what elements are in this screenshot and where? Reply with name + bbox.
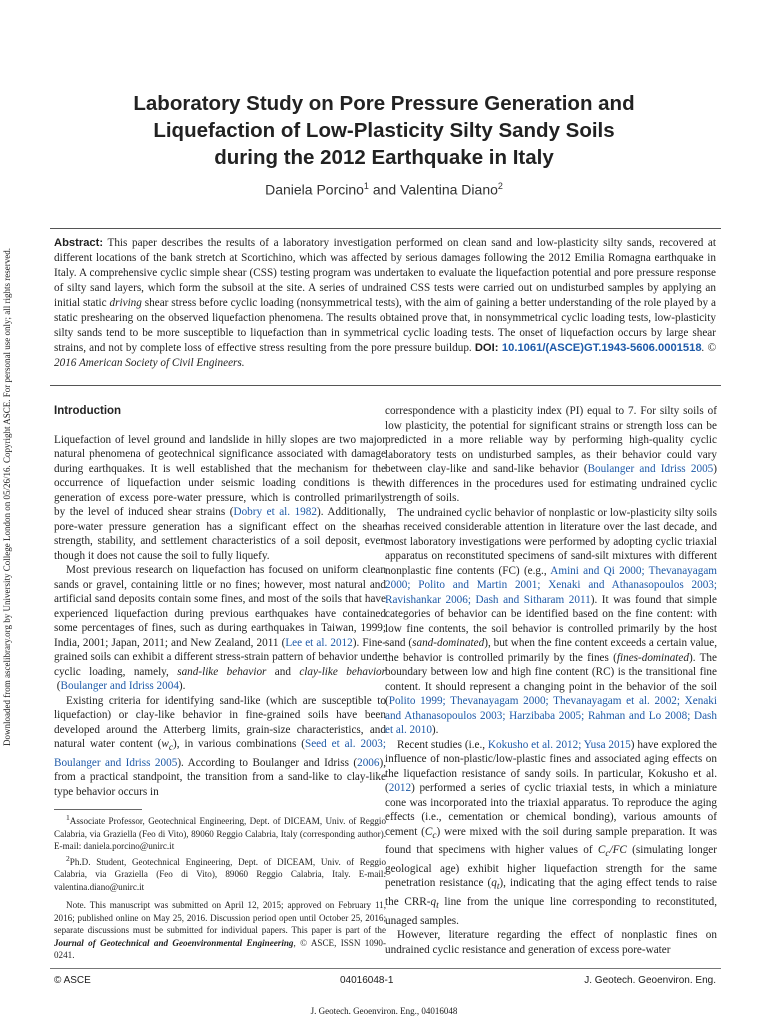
text: ).	[431, 724, 439, 736]
text: ). Additionally, pore-water pressure generation has a significant effect on the shear strength, stability, and settlement characteristics of a soil deposit, even though it does not cause the soil to fully liquefy.	[54, 506, 387, 562]
abstract-text-2: shear stress before cyclic loading (nonsymmetrical tests), with the aim of gaining a better understanding of the role played by a static preshearing on the observed liquefaction phenomena. The results obtained prove that, in nonsymmetrical cyclic loading tests, low-plasticity silty sands tend to be more susceptible to liquefaction than in symmetrical cyclic loading tests. The onset of liquefaction occurs by large shear strains, and not by complete loss of effective stress resulting from the pore pressure buildup.	[54, 297, 716, 354]
math-symbol: C	[597, 844, 606, 857]
author-line	[60, 181, 708, 198]
text: ) were mixed with the soil during sample preparation. It was found that specimens with higher values of	[385, 825, 718, 857]
footnote-marker: 1	[66, 813, 70, 822]
left-column	[54, 404, 386, 799]
author-2: Valentina Diano	[400, 181, 498, 198]
right-column	[385, 404, 717, 957]
citation-link[interactable]: Seed et al. 2003; Boulanger and Idriss 2005	[54, 738, 386, 769]
citation-link[interactable]: Amini and Qi 2000; Thevanayagam 2000; Polito and Martin 2001; Xenaki and Athanasopoulos 2003; Ravishankar 2006; Dash and Sitharam 2011	[385, 564, 717, 606]
right-paragraph-4: However, literature regarding the effect of nonplastic fines on undrained cyclic resistance and generation of excess pore-water	[385, 929, 717, 956]
intro-paragraph-3	[54, 694, 386, 800]
text: Ph.D. Student, Geotechnical Engineering, Dept. of DICEAM, Univ. of Reggio Calabria, via Graziella (Feo di Vito), 89060 Reggio Calabria, Italy. E-mail: valentina.diano@unirc.it	[54, 856, 386, 892]
abstract-text-1: This paper describes the results of a laboratory investigation performed on clean sand and low-plasticity silty sands, recovered at different locations of the bank stretch at Scortichino, which was affected by serious damages following the 2012 Emilia Romagna earthquake in Italy. A comprehensive cyclic simple shear (CSS) testing program was undertaken to evaluate the liquefaction potential and pore pressure response of silty sand layers, which form the subsoil at the site. A series of undrained CSS tests were carried out on undisturbed samples by applying an initial static	[54, 237, 716, 309]
journal-name: Journal of Geotechnical and Geoenvironmental Engineering	[54, 937, 294, 948]
text: ). Fine-grained soils can exhibit a different stress-strain pattern of behavior under cyclic loading, namely,	[54, 636, 387, 678]
title-line-1: Laboratory Study on Pore Pressure Generation and	[133, 92, 635, 115]
italic-term: clay-like behavior	[299, 665, 387, 678]
footnote-divider	[54, 809, 142, 810]
text: Most previous research on liquefaction has focused on uniform clean sands or gravel, containing little or no fines; however, most natural and artificial sand deposits contain some fines, and most of the soils that have experienced liquefaction during previous earthquakes have contained some percentages of fines, such as during earthquakes in Taiwan, 1999; India, 2001; Japan, 2011; and New Zealand, 2011 (	[54, 564, 386, 649]
text: (	[54, 680, 61, 692]
doi-link[interactable]: 10.1061/(ASCE)GT.1943-5606.0001518	[498, 342, 702, 354]
title-line-2: Liquefaction of Low-Plasticity Silty Sandy Soils	[153, 119, 615, 142]
text: ) have explored the influence of non-plastic/low-plastic fines and associated aging effects on the liquefaction resistance of sandy soils. In particular, Kokusho et al. (	[385, 738, 717, 794]
text: ). The boundary between low and high fine content (RC) is the transitional fine content. It should represent a changing point in the behavior of the soil (	[385, 651, 717, 707]
text: line from the unique line corresponding to reconstituted, unaged samples.	[385, 896, 717, 927]
citation-link[interactable]: Boulanger and Idriss 2005	[587, 463, 714, 475]
author-conjunction: and	[368, 181, 401, 198]
text: Existing criteria for identifying sand-like (which are susceptible to liquefaction) or clay-like behavior in fine-grained soils have been developed around the Atterberg limits, grain-size characteristics, and natural water content (	[54, 694, 386, 750]
text: (simulating longer geological age) exhibit higher liquefaction strength for the same penetration resistance (	[385, 844, 717, 890]
submission-note	[54, 899, 386, 962]
intro-paragraph-1	[54, 433, 386, 564]
text: The undrained cyclic behavior of nonplastic or low-plasticity silty soils has received considerable attention in literature over the last decade, and most laboratory investigations were performed by adopting cyclic triaxial apparatus on reconstituted specimens of sand-silt mixtures with different nonplastic fine contents (FC) (e.g.,	[385, 506, 717, 577]
abstract	[54, 236, 716, 371]
text: ), but when the fine content exceeds a certain value, the behavior is controlled primarily by the fines (	[385, 637, 718, 664]
text: and	[266, 665, 300, 678]
math-symbol: C	[424, 825, 433, 838]
text: ), in various combinations (	[173, 738, 305, 750]
author-1: Daniela Porcino	[265, 181, 364, 198]
paper-title	[60, 90, 708, 171]
citation-link[interactable]: Polito 1999; Thevanayagam 2000; Thevanayagam et al. 2002; Xenaki and Athanasopoulos 2003; Harzibaba 2005; Rahman and Lo 2008; Dash et al. 2010	[385, 695, 717, 736]
footer-divider	[50, 968, 721, 969]
text: Recent studies (i.e.,	[397, 738, 488, 751]
text: Note. This manuscript was submitted on April 12, 2015; approved on February 11, 2016; published online on May 25, 2016. Discussion period open until October 25, 2016; separate discussions must be submitted for individual papers. This paper is part of the	[54, 900, 386, 936]
author-2-affil: 2	[497, 181, 503, 191]
text: Associate Professor, Geotechnical Engineering, Dept. of DICEAM, Univ. of Reggio Calabria, via Graziella (Feo di Vito), 89060 Reggio Calabria, Italy (corresponding author). E-mail: daniela.porcino@unirc.it	[54, 816, 386, 852]
citation-link[interactable]: 2012	[388, 782, 412, 794]
author-1-affil: 1	[363, 181, 369, 191]
citation-link[interactable]: Kokusho et al. 2012; Yusa 2015	[487, 738, 631, 751]
footnote-1	[54, 812, 386, 853]
text: , © ASCE, ISSN 1090-0241.	[54, 937, 386, 961]
right-paragraph-1	[385, 404, 717, 506]
right-paragraph-2	[385, 506, 717, 738]
bottom-citation: J. Geotech. Geoenviron. Eng., 04016048	[310, 1006, 458, 1016]
doi-label: DOI:	[474, 342, 499, 354]
italic-term: sand-dominated	[412, 637, 485, 649]
text: ). It was found that simple categories of behavior can be identified based on the fine content: with low fine contents, the soil behavior is controlled primarily by the host sand (	[385, 593, 717, 649]
download-notice: Downloaded from ascelibrary.org by University College London on 05/26/16. Copyright ASCE. For personal use only; all rights reserved.	[2, 248, 12, 746]
abstract-copyright: . © 2016 American Society of Civil Engineers.	[54, 342, 716, 369]
title-line-3: during the 2012 Earthquake in Italy	[214, 146, 554, 169]
intro-paragraph-2	[54, 563, 386, 694]
abstract-driving: driving	[109, 297, 142, 309]
footnote-2	[54, 853, 386, 894]
text: ), from a practical standpoint, the transition from a sand-like to clay-like type behavior occurs in	[54, 756, 386, 798]
text: ). According to Boulanger and Idriss (	[177, 756, 358, 769]
citation-link[interactable]: 2006	[357, 756, 380, 769]
text: ).	[178, 680, 186, 692]
text: correspondence with a plasticity index (PI) equal to 7. For silty soils of low plasticity, the potential for significant strains or strength loss can be predicted in a more reliable way by performing high-quality cyclic laboratory tests on undisturbed samples, as their behavior could vary between clay-like and sand-like behavior (	[385, 405, 717, 475]
text: Liquefaction of level ground and landslide in hilly slopes are two major natural phenomena of geotechnical significance associated with damage during earthquakes. It is well established that the mechanism for the occurrence of liquefaction under seismic loading conditions is the generation of excess pore-water pressure, which is controlled primarily by the level of induced shear strains (	[54, 433, 386, 518]
footer-publisher: © ASCE	[54, 975, 91, 986]
italic-term: sand-like behavior	[177, 665, 267, 678]
math-symbol: w	[161, 738, 169, 750]
math-subscript: c	[432, 830, 437, 841]
footnote-marker: 2	[66, 853, 70, 863]
text: ) with differences in the procedures used for estimating undrained cyclic strength of soils.	[385, 463, 717, 504]
abstract-label: Abstract:	[54, 237, 104, 249]
math-subscript: t	[496, 882, 500, 893]
text: ), indicating that the aging effect tends to raise the CRR-	[385, 877, 717, 909]
footer-article-number: 04016048-1	[340, 975, 394, 986]
math-symbol: q	[430, 896, 437, 909]
math-subscript: t	[436, 901, 439, 912]
math-symbol: q	[491, 877, 497, 890]
math-symbol: /FC	[609, 844, 627, 857]
math-subscript: c	[605, 849, 610, 860]
citation-link[interactable]: Lee et al. 2012	[285, 636, 353, 649]
footer-journal: J. Geotech. Geoenviron. Eng.	[584, 975, 716, 986]
citation-link[interactable]: Boulanger and Idriss 2004	[60, 680, 179, 692]
introduction-heading: Introduction	[54, 405, 122, 417]
math-subscript: c	[168, 743, 174, 754]
right-paragraph-3	[385, 738, 717, 929]
citation-link[interactable]: Dobry et al. 1982	[233, 506, 317, 518]
text: ) performed a series of cyclic triaxial tests, in which a miniature cone was incorporated into the triaxial apparatus. To reproduce the aging effects (i.e., cementation or chemical bonding), various amounts of cement (	[385, 782, 717, 838]
italic-term: fines-dominated	[616, 651, 689, 664]
footnotes	[54, 812, 386, 962]
